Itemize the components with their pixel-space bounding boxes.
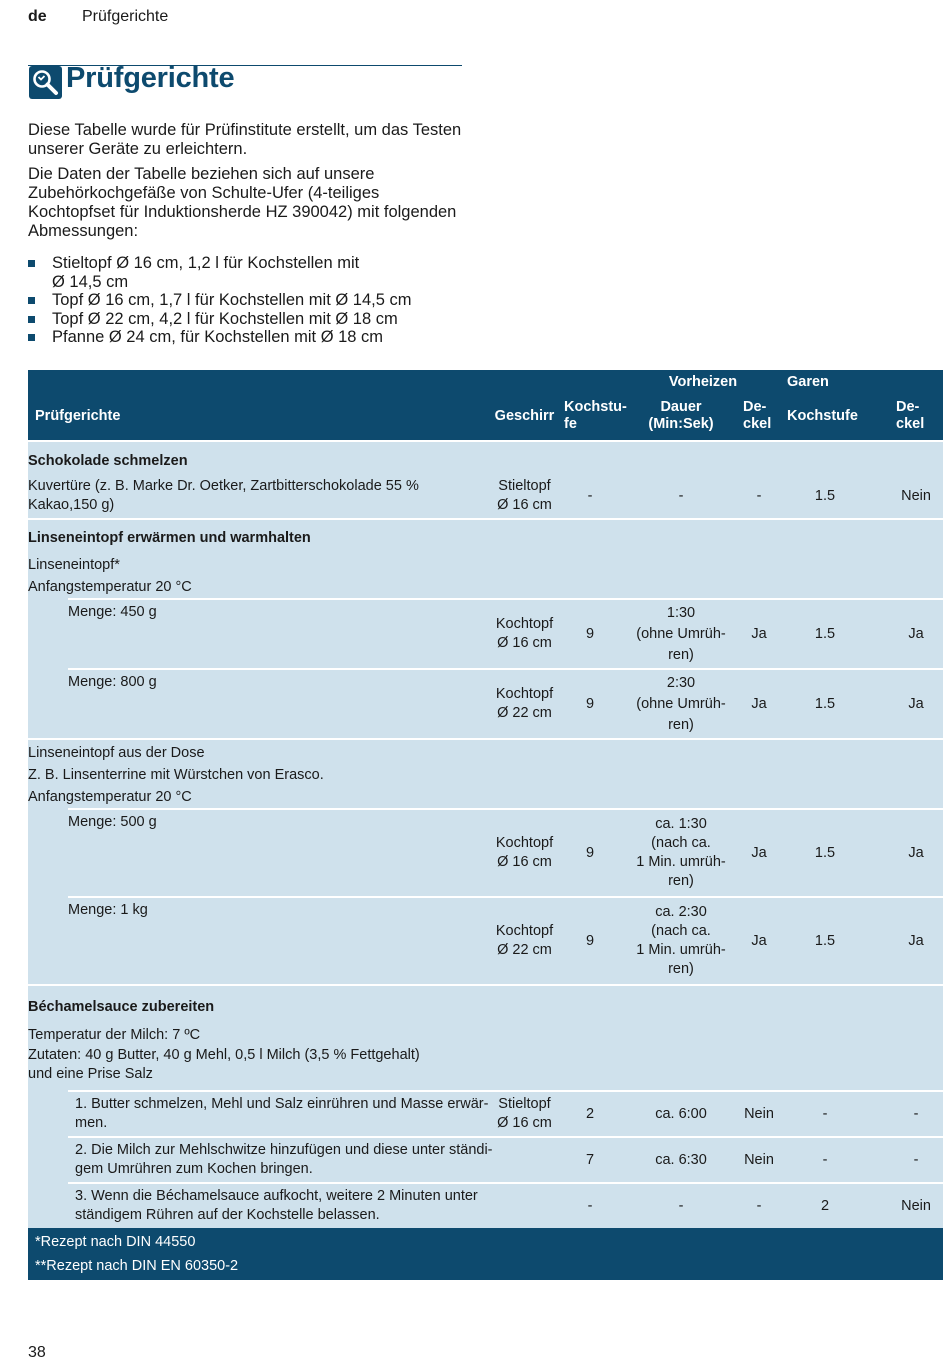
value-cell: - bbox=[737, 474, 781, 519]
cookware-list bbox=[28, 254, 468, 347]
dish-description: Zutaten: 40 g Butter, 40 g Mehl, 0,5 l Milch (3,5 % Fettgehalt) und eine Prise Salz bbox=[28, 1046, 494, 1091]
footnote-1: *Rezept nach DIN 44550 bbox=[28, 1228, 943, 1254]
table-row bbox=[28, 669, 943, 739]
value-cell: ca. 2:30 (nach ca. 1 Min. umrüh- ren) bbox=[625, 897, 737, 985]
quantity-label: Menge: 800 g bbox=[68, 669, 494, 739]
page-title: Prüfgerichte bbox=[66, 62, 235, 94]
value-cell: Ja bbox=[869, 599, 943, 669]
value-cell: Ja bbox=[869, 669, 943, 739]
column-header-geschirr: Geschirr bbox=[494, 392, 555, 441]
table-row bbox=[28, 1024, 943, 1046]
value-cell: - bbox=[781, 1091, 869, 1137]
bullet-square-icon bbox=[28, 334, 35, 341]
value-cell: 1.5 bbox=[781, 669, 869, 739]
table-row bbox=[28, 1046, 943, 1091]
value-cell: Nein bbox=[737, 1091, 781, 1137]
value-cell: Ja bbox=[737, 897, 781, 985]
column-header-deckel-garen: De- ckel bbox=[869, 392, 943, 441]
value-cell: - bbox=[625, 474, 737, 519]
value-cell: 1.5 bbox=[781, 474, 869, 519]
section-title-linseneintopf: Linseneintopf erwärmen und warmhalten bbox=[28, 519, 943, 554]
quantity-label: Menge: 500 g bbox=[68, 809, 494, 897]
list-item: Pfanne Ø 24 cm, für Kochstellen mit Ø 18 cm bbox=[28, 328, 468, 347]
page-number: 38 bbox=[28, 1344, 46, 1361]
group-header-vorheizen: Vorheizen bbox=[668, 374, 738, 390]
value-cell: Nein bbox=[869, 1183, 943, 1228]
column-header-kochstufe-vorheizen: Kochstu- fe bbox=[555, 392, 625, 441]
value-cell: Nein bbox=[869, 474, 943, 519]
table-row bbox=[28, 576, 943, 599]
value-cell: ca. 6:00 bbox=[625, 1091, 737, 1137]
value-cell: Ja bbox=[869, 809, 943, 897]
section-title-schokolade: Schokolade schmelzen bbox=[28, 441, 943, 474]
value-cell: 1.5 bbox=[781, 897, 869, 985]
dish-description: Linseneintopf aus der Dose bbox=[28, 739, 943, 764]
quantity-label: Menge: 1 kg bbox=[68, 897, 494, 985]
table-row bbox=[28, 985, 943, 1024]
list-item: Topf Ø 16 cm, 1,7 l für Kochstellen mit Ø 14,5 cm bbox=[28, 291, 468, 310]
table-row bbox=[28, 764, 943, 786]
column-header-dauer: Dauer (Min:Sek) bbox=[625, 392, 737, 441]
test-dishes-table bbox=[28, 370, 943, 1280]
value-cell: - bbox=[625, 1183, 737, 1228]
header-section-title: Prüfgerichte bbox=[82, 8, 169, 25]
cookware-cell: Kochtopf Ø 22 cm bbox=[494, 897, 555, 985]
value-cell: Ja bbox=[737, 599, 781, 669]
value-cell: 9 bbox=[555, 809, 625, 897]
footnote-2: **Rezept nach DIN EN 60350-2 bbox=[28, 1254, 943, 1280]
bullet-square-icon bbox=[28, 316, 35, 323]
value-cell: - bbox=[781, 1137, 869, 1183]
table-row bbox=[28, 554, 943, 576]
dish-description: Anfangstemperatur 20 °C bbox=[28, 576, 943, 599]
cookware-cell: Kochtopf Ø 16 cm bbox=[494, 599, 555, 669]
value-cell: - bbox=[555, 474, 625, 519]
table-row bbox=[28, 786, 943, 809]
table-row bbox=[28, 1091, 943, 1137]
quantity-label: Menge: 450 g bbox=[68, 599, 494, 669]
magnifier-wrench-icon bbox=[29, 66, 62, 99]
dish-description: Kuvertüre (z. B. Marke Dr. Oetker, Zartbitterschokolade 55 % Kakao,150 g) bbox=[28, 474, 494, 519]
value-cell: Ja bbox=[737, 809, 781, 897]
section-title-bechamel: Béchamelsauce zubereiten bbox=[28, 985, 943, 1024]
value-cell: 9 bbox=[555, 669, 625, 739]
value-cell: 2 bbox=[781, 1183, 869, 1228]
value-cell: ca. 1:30 (nach ca. 1 Min. umrüh- ren) bbox=[625, 809, 737, 897]
table-row bbox=[28, 519, 943, 554]
table-row bbox=[28, 739, 943, 764]
table-row bbox=[28, 897, 943, 985]
value-cell: 1.5 bbox=[781, 599, 869, 669]
table-row bbox=[28, 474, 943, 519]
value-cell: 9 bbox=[555, 599, 625, 669]
step-description: 2. Die Milch zur Mehlschwitze hinzufügen und diese unter ständi- gem Umrühren zum Kochen bringen. bbox=[68, 1137, 494, 1183]
column-header-kochstufe-garen: Kochstufe bbox=[781, 392, 869, 441]
value-cell: Ja bbox=[869, 897, 943, 985]
table-row bbox=[28, 441, 943, 474]
intro-paragraph-1: Diese Tabelle wurde für Prüfinstitute erstellt, um das Testen unserer Geräte zu erleichtern. bbox=[28, 121, 462, 158]
value-cell: - bbox=[869, 1137, 943, 1183]
list-item: Stieltopf Ø 16 cm, 1,2 l für Kochstellen mit Ø 14,5 cm bbox=[28, 254, 468, 291]
table-footnote-row bbox=[28, 1254, 943, 1280]
value-cell: Nein bbox=[737, 1137, 781, 1183]
value-cell: Ja bbox=[737, 669, 781, 739]
step-description: 3. Wenn die Béchamelsauce aufkocht, weitere 2 Minuten unter ständigem Rühren auf der Kochstelle belassen. bbox=[68, 1183, 494, 1228]
value-cell: 7 bbox=[555, 1137, 625, 1183]
value-cell: - bbox=[555, 1183, 625, 1228]
step-description: 1. Butter schmelzen, Mehl und Salz einrühren und Masse erwär- men. bbox=[68, 1091, 494, 1137]
value-cell: - bbox=[737, 1183, 781, 1228]
value-cell: 2:30 (ohne Umrüh- ren) bbox=[625, 669, 737, 739]
value-cell: ca. 6:30 bbox=[625, 1137, 737, 1183]
cookware-cell: Kochtopf Ø 16 cm bbox=[494, 809, 555, 897]
list-item: Topf Ø 22 cm, 4,2 l für Kochstellen mit Ø 18 cm bbox=[28, 310, 468, 329]
intro-paragraph-2: Die Daten der Tabelle beziehen sich auf unsere Zubehörkochgefäße von Schulte-Ufer (4-teiliges Kochtopfset für Induktionsherde HZ 390042) mit folgenden Abmessungen: bbox=[28, 165, 457, 240]
cookware-cell: Kochtopf Ø 22 cm bbox=[494, 669, 555, 739]
table-row bbox=[28, 1183, 943, 1228]
table-row bbox=[28, 1137, 943, 1183]
dish-description: Linseneintopf* bbox=[28, 554, 943, 576]
value-cell: - bbox=[869, 1091, 943, 1137]
value-cell: 2 bbox=[555, 1091, 625, 1137]
value-cell: 1.5 bbox=[781, 809, 869, 897]
group-header-garen: Garen bbox=[787, 374, 829, 390]
cookware-cell: Stieltopf Ø 16 cm bbox=[494, 474, 555, 519]
bullet-square-icon bbox=[28, 260, 35, 267]
dish-description: Temperatur der Milch: 7 ºC bbox=[28, 1024, 943, 1046]
cookware-cell: Stieltopf Ø 16 cm bbox=[494, 1091, 555, 1137]
table-row bbox=[28, 809, 943, 897]
value-cell: 1:30 (ohne Umrüh- ren) bbox=[625, 599, 737, 669]
dish-description: Anfangstemperatur 20 °C bbox=[28, 786, 943, 809]
language-code: de bbox=[28, 8, 47, 25]
bullet-square-icon bbox=[28, 297, 35, 304]
table-footnote-row bbox=[28, 1228, 943, 1254]
dish-description: Z. B. Linsenterrine mit Würstchen von Erasco. bbox=[28, 764, 943, 786]
value-cell: 9 bbox=[555, 897, 625, 985]
column-header-pruefgerichte: Prüfgerichte bbox=[28, 392, 494, 441]
table-row bbox=[28, 599, 943, 669]
column-header-deckel-vorheizen: De- ckel bbox=[737, 392, 781, 441]
